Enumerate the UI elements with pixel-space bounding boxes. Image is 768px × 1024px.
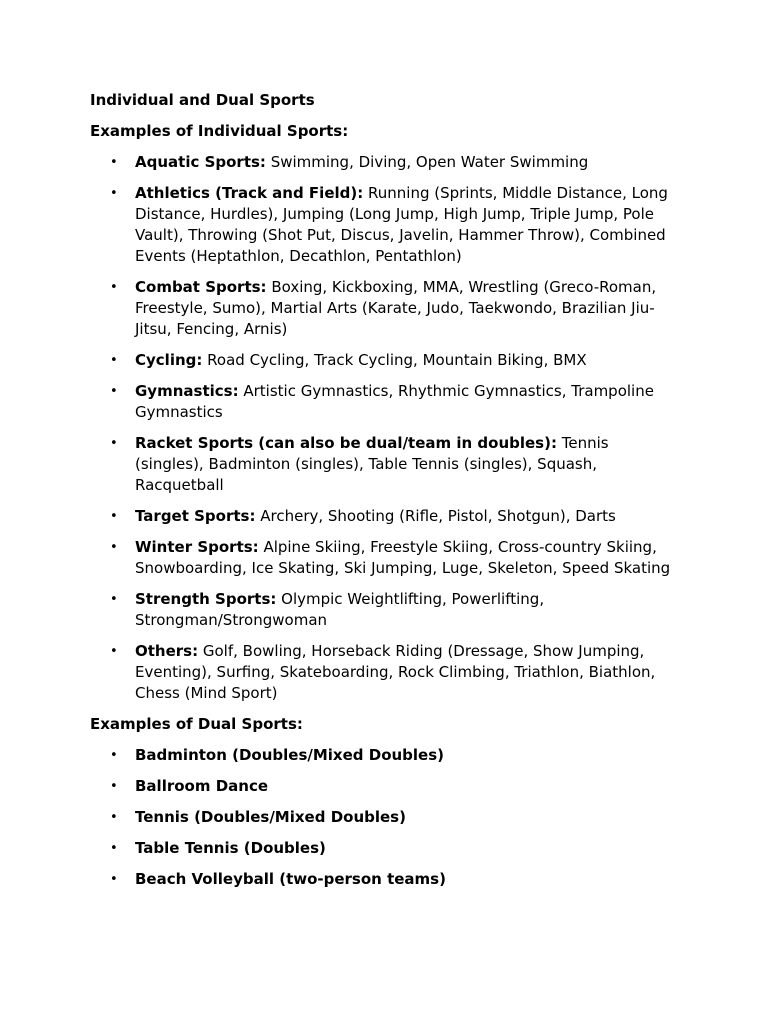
bullet-icon: • [110, 592, 118, 607]
list-item [90, 433, 678, 496]
bullet-icon: • [110, 436, 118, 451]
bullet-icon: • [110, 748, 118, 763]
list-item [90, 745, 678, 766]
bullet-icon: • [110, 353, 118, 368]
item-text: Tennis (singles), Badminton (singles), Table Tennis (singles), Squash, Racquetball [135, 434, 609, 494]
bullet-icon: • [110, 186, 118, 201]
item-label: Ballroom Dance [135, 777, 269, 795]
dual-sports-list [90, 745, 678, 890]
item-text: Running (Sprints, Middle Distance, Long Distance, Hurdles), Jumping (Long Jump, High Jump, Triple Jump, Pole Vault), Throwing (Shot Put, Discus, Javelin, Hammer Throw), Combined Events (Heptathlon, Decathlon, Pentathlon) [135, 184, 668, 265]
bullet-icon: • [110, 644, 118, 659]
bullet-icon: • [110, 810, 118, 825]
item-label: Racket Sports (can also be dual/team in doubles): [135, 434, 557, 452]
item-label: Winter Sports: [135, 538, 259, 556]
list-item [90, 152, 678, 173]
individual-sports-heading: Examples of Individual Sports: [90, 122, 349, 140]
item-label: Table Tennis (Doubles) [135, 839, 326, 857]
list-item [90, 641, 678, 704]
item-label: Cycling: [135, 351, 203, 369]
item-label: Target Sports: [135, 507, 256, 525]
item-label: Beach Volleyball (two-person teams) [135, 870, 446, 888]
list-item [90, 506, 678, 527]
bullet-icon: • [110, 779, 118, 794]
item-label: Badminton (Doubles/Mixed Doubles) [135, 746, 445, 764]
item-text: Alpine Skiing, Freestyle Skiing, Cross-country Skiing, Snowboarding, Ice Skating, Ski Jumping, Luge, Skeleton, Speed Skating [135, 538, 671, 577]
item-text: Road Cycling, Track Cycling, Mountain Biking, BMX [202, 351, 587, 369]
dual-sports-heading: Examples of Dual Sports: [90, 715, 303, 733]
bullet-icon: • [110, 509, 118, 524]
item-text: Archery, Shooting (Rifle, Pistol, Shotgun), Darts [255, 507, 616, 525]
bullet-icon: • [110, 841, 118, 856]
document-title: Individual and Dual Sports [90, 91, 315, 109]
list-item [90, 381, 678, 423]
list-item [90, 838, 678, 859]
list-item [90, 589, 678, 631]
item-label: Tennis (Doubles/Mixed Doubles) [135, 808, 406, 826]
list-item [90, 350, 678, 371]
list-item [90, 807, 678, 828]
item-label: Others: [135, 642, 199, 660]
bullet-icon: • [110, 155, 118, 170]
item-label: Athletics (Track and Field): [135, 184, 364, 202]
individual-sports-list [90, 152, 678, 704]
bullet-icon: • [110, 540, 118, 555]
list-item [90, 869, 678, 890]
list-item [90, 183, 678, 267]
list-item [90, 537, 678, 579]
item-label: Gymnastics: [135, 382, 239, 400]
list-item [90, 277, 678, 340]
bullet-icon: • [110, 872, 118, 887]
item-text: Swimming, Diving, Open Water Swimming [265, 153, 589, 171]
item-label: Combat Sports: [135, 278, 267, 296]
list-item [90, 776, 678, 797]
item-text: Boxing, Kickboxing, MMA, Wrestling (Greco-Roman, Freestyle, Sumo), Martial Arts (Karate, Judo, Taekwondo, Brazilian Jiu-Jitsu, Fencing, Arnis) [135, 278, 657, 338]
bullet-icon: • [110, 280, 118, 295]
item-text: Olympic Weightlifting, Powerlifting, Strongman/Strongwoman [135, 590, 545, 629]
item-label: Aquatic Sports: [135, 153, 266, 171]
item-label: Strength Sports: [135, 590, 277, 608]
item-text: Artistic Gymnastics, Rhythmic Gymnastics, Trampoline Gymnastics [135, 382, 654, 421]
item-text: Golf, Bowling, Horseback Riding (Dressage, Show Jumping, Eventing), Surfing, Skateboarding, Rock Climbing, Triathlon, Biathlon, Chess (Mind Sport) [135, 642, 656, 702]
bullet-icon: • [110, 384, 118, 399]
